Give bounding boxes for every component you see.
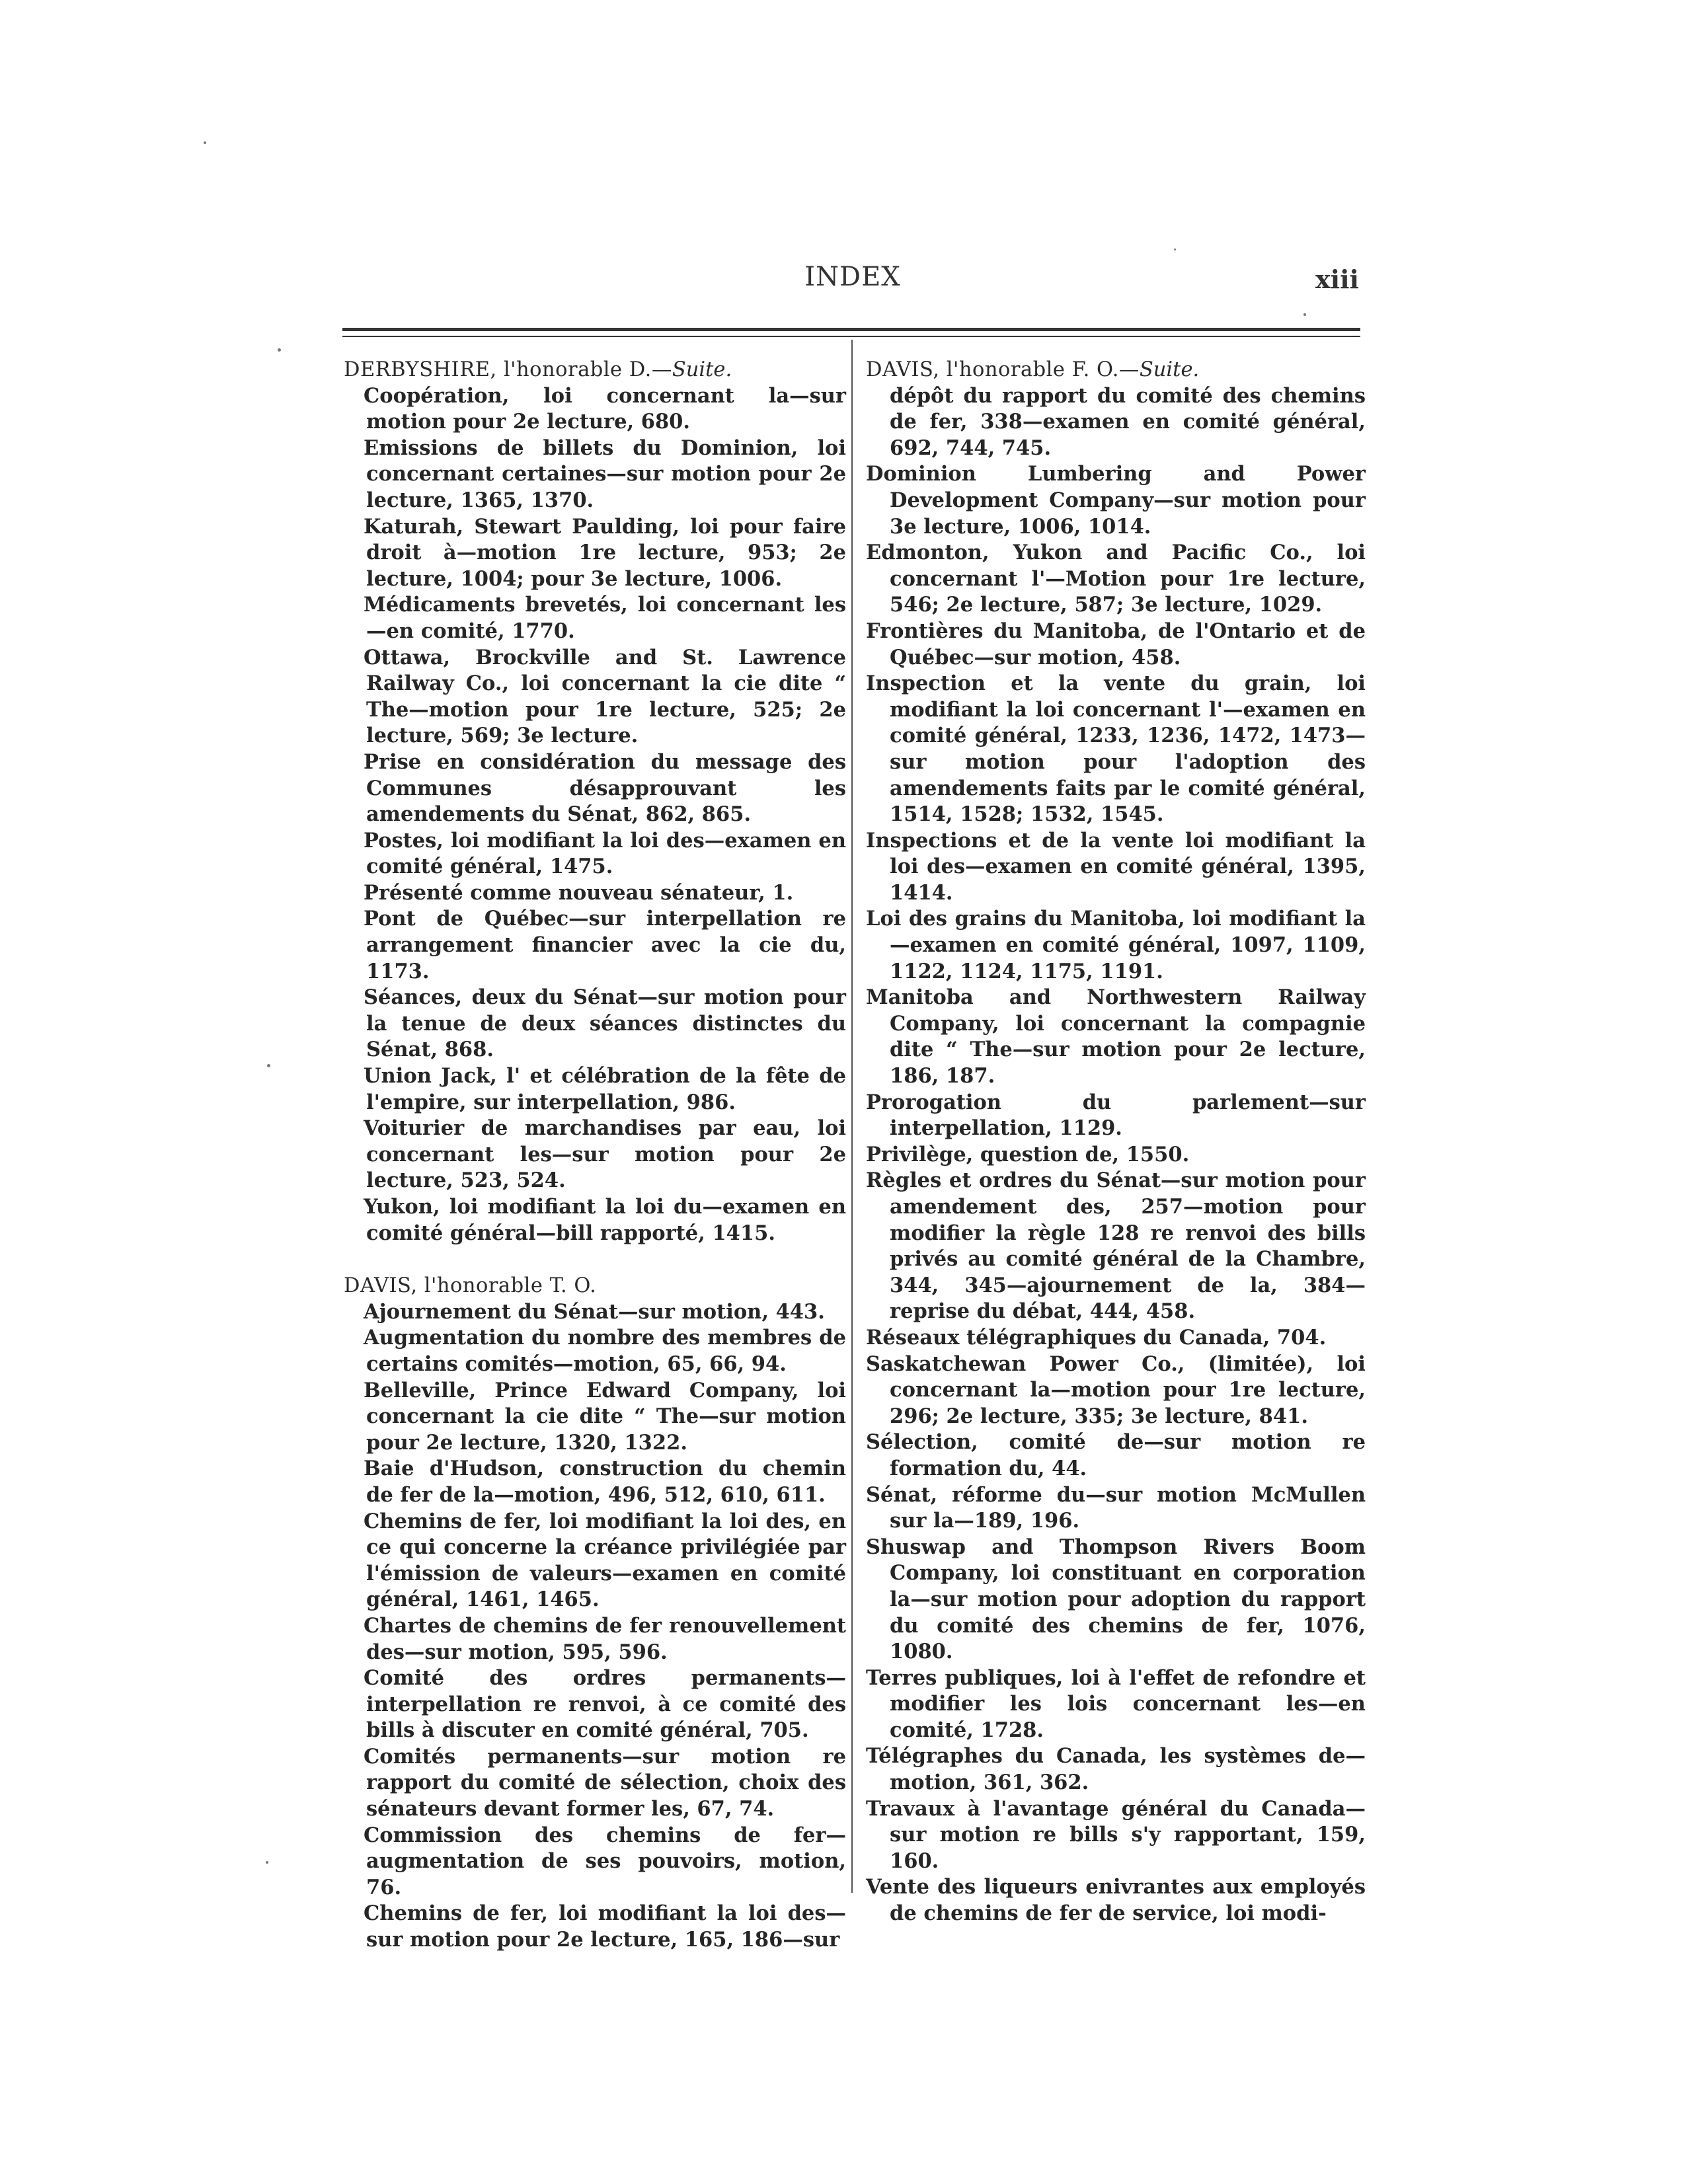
index-entry: Saskatchewan Power Co., (limitée), loi concernant la—motion pour 1re lecture, 296; 2e lecture, 335; 3e lecture, 841. bbox=[866, 1352, 1366, 1428]
index-entry: Prise en considération du message des Communes désapprouvant les amendements du Sénat, 862, 865. bbox=[364, 749, 846, 827]
index-entry: Règles et ordres du Sénat—sur motion pour amendement des, 257—motion pour modifier la règle 128 re renvoi des bills privés au comité général de la Chambre, 344, 345—ajournement de la, 384—reprise du débat, 444, 458. bbox=[866, 1168, 1366, 1324]
index-entry: Séances, deux du Sénat—sur motion pour la tenue de deux séances distinctes du Sénat, 868. bbox=[364, 985, 846, 1062]
index-entry: Katurah, Stewart Paulding, loi pour faire droit à—motion 1re lecture, 953; 2e lecture, 1004; pour 3e lecture, 1006. bbox=[364, 514, 846, 591]
index-entry: Vente des liqueurs enivrantes aux employés de chemins de fer de service, loi modi- bbox=[866, 1875, 1366, 1926]
index-entry: Pont de Québec—sur interpellation re arrangement financier avec la cie du, 1173. bbox=[364, 907, 846, 983]
index-entry: Réseaux télégraphiques du Canada, 704. bbox=[866, 1325, 1327, 1350]
index-entry: Shuswap and Thompson Rivers Boom Company, loi constituant en corporation la—sur motion pour adoption du rapport du comité des chemins de fer, 1076, 1080. bbox=[866, 1535, 1366, 1664]
header-rule bbox=[342, 328, 1360, 331]
index-entry: Edmonton, Yukon and Pacific Co., loi concernant l'—Motion pour 1re lecture, 546; 2e lecture, 587; 3e lecture, 1029. bbox=[866, 541, 1366, 617]
index-entry: Privilège, question de, 1550. bbox=[866, 1142, 1190, 1166]
header-rule-thin bbox=[342, 336, 1360, 337]
column-divider bbox=[851, 340, 853, 1893]
right-column bbox=[866, 357, 1366, 1927]
index-entry: Voiturier de marchandises par eau, loi concernant les—sur motion pour 2e lecture, 523, 524. bbox=[364, 1116, 846, 1193]
index-entry: Union Jack, l' et célébration de la fête de l'empire, sur interpellation, 986. bbox=[364, 1064, 846, 1114]
section-gap bbox=[344, 1246, 846, 1273]
index-heading-derbyshire: DERBYSHIRE, l'honorable D.—Suite. bbox=[344, 358, 732, 381]
index-entry: Augmentation du nombre des membres de certains comités—motion, 65, 66, 94. bbox=[364, 1326, 846, 1376]
left-column bbox=[344, 357, 846, 1954]
index-entry: Coopération, loi concernant la—sur motion pour 2e lecture, 680. bbox=[364, 383, 846, 434]
index-heading-davis-to: DAVIS, l'honorable T. O. bbox=[344, 1274, 597, 1298]
scan-speck bbox=[1303, 313, 1306, 316]
page-header bbox=[0, 262, 1708, 301]
index-entry: Présenté comme nouveau sénateur, 1. bbox=[364, 880, 794, 905]
index-entry: Yukon, loi modifiant la loi du—examen en comité général—bill rapporté, 1415. bbox=[364, 1195, 846, 1245]
index-entry-continuation: dépôt du rapport du comité des chemins de fer, 338—examen en comité général, 692, 744, 745. bbox=[890, 383, 1366, 460]
index-entry: Inspection et la vente du grain, loi modifiant la loi concernant l'—examen en comité général, 1233, 1236, 1472, 1473—sur motion pour l'adoption des amendements faits par le comité général, 1514, 1528; 1532, 1545. bbox=[866, 671, 1366, 827]
index-entry: Chemins de fer, loi modifiant la loi des—sur motion pour 2e lecture, 165, 186—sur bbox=[364, 1901, 846, 1952]
index-entry: Loi des grains du Manitoba, loi modifiant la—examen en comité général, 1097, 1109, 1122, 1124, 1175, 1191. bbox=[866, 907, 1366, 983]
index-entry: Médicaments brevetés, loi concernant les—en comité, 1770. bbox=[364, 593, 846, 643]
index-entry: Commission des chemins de fer—augmentation de ses pouvoirs, motion, 76. bbox=[364, 1823, 846, 1899]
page-title: INDEX bbox=[804, 262, 901, 292]
index-entry: Postes, loi modifiant la loi des—examen en comité général, 1475. bbox=[364, 828, 846, 879]
scan-speck bbox=[1174, 248, 1176, 250]
index-entry: Sélection, comité de—sur motion re formation du, 44. bbox=[866, 1430, 1366, 1480]
index-entry: Inspections et de la vente loi modifiant la loi des—examen en comité général, 1395, 1414. bbox=[866, 828, 1366, 905]
scan-speck bbox=[267, 1064, 270, 1067]
index-entry: Télégraphes du Canada, les systèmes de—motion, 361, 362. bbox=[866, 1744, 1366, 1795]
index-entry: Comités permanents—sur motion re rapport du comité de sélection, choix des sénateurs devant former les, 67, 74. bbox=[364, 1744, 846, 1821]
index-entry: Manitoba and Northwestern Railway Company, loi concernant la compagnie dite “ The—sur motion pour 2e lecture, 186, 187. bbox=[866, 985, 1366, 1088]
index-entry: Ajournement du Sénat—sur motion, 443. bbox=[364, 1299, 825, 1324]
index-entry: Emissions de billets du Dominion, loi concernant certaines—sur motion pour 2e lecture, 1365, 1370. bbox=[364, 436, 846, 512]
index-entry: Comité des ordres permanents—interpellation re renvoi, à ce comité des bills à discuter en comité général, 705. bbox=[364, 1666, 846, 1743]
index-entry: Terres publiques, loi à l'effet de refondre et modifier les lois concernant les—en comité, 1728. bbox=[866, 1665, 1366, 1742]
scan-speck bbox=[278, 348, 281, 352]
index-heading-davis-fo: DAVIS, l'honorable F. O.—Suite. bbox=[866, 358, 1200, 381]
index-entry: Sénat, réforme du—sur motion McMullen sur la—189, 196. bbox=[866, 1482, 1366, 1533]
index-entry: Ottawa, Brockville and St. Lawrence Railway Co., loi concernant la cie dite “ The—motion pour 1re lecture, 525; 2e lecture, 569; 3e lecture. bbox=[364, 645, 846, 748]
index-entry: Travaux à l'avantage général du Canada—sur motion re bills s'y rapportant, 159, 160. bbox=[866, 1796, 1366, 1873]
index-entry: Chemins de fer, loi modifiant la loi des, en ce qui concerne la créance privilégiée par l'émission de valeurs—examen en comité général, 1461, 1465. bbox=[364, 1509, 846, 1612]
index-entry: Frontières du Manitoba, de l'Ontario et de Québec—sur motion, 458. bbox=[866, 619, 1366, 669]
index-entry: Baie d'Hudson, construction du chemin de fer de la—motion, 496, 512, 610, 611. bbox=[364, 1457, 846, 1507]
scan-speck bbox=[266, 1861, 268, 1864]
index-entry: Prorogation du parlement—sur interpellation, 1129. bbox=[866, 1090, 1366, 1141]
index-entry: Belleville, Prince Edward Company, loi concernant la cie dite “ The—sur motion pour 2e lecture, 1320, 1322. bbox=[364, 1378, 846, 1455]
index-entry: Chartes de chemins de fer renouvellement des—sur motion, 595, 596. bbox=[364, 1613, 846, 1664]
index-entry: Dominion Lumbering and Power Development Company—sur motion pour 3e lecture, 1006, 1014. bbox=[866, 462, 1366, 539]
page-number: xiii bbox=[1315, 264, 1359, 294]
scan-speck bbox=[204, 141, 206, 144]
